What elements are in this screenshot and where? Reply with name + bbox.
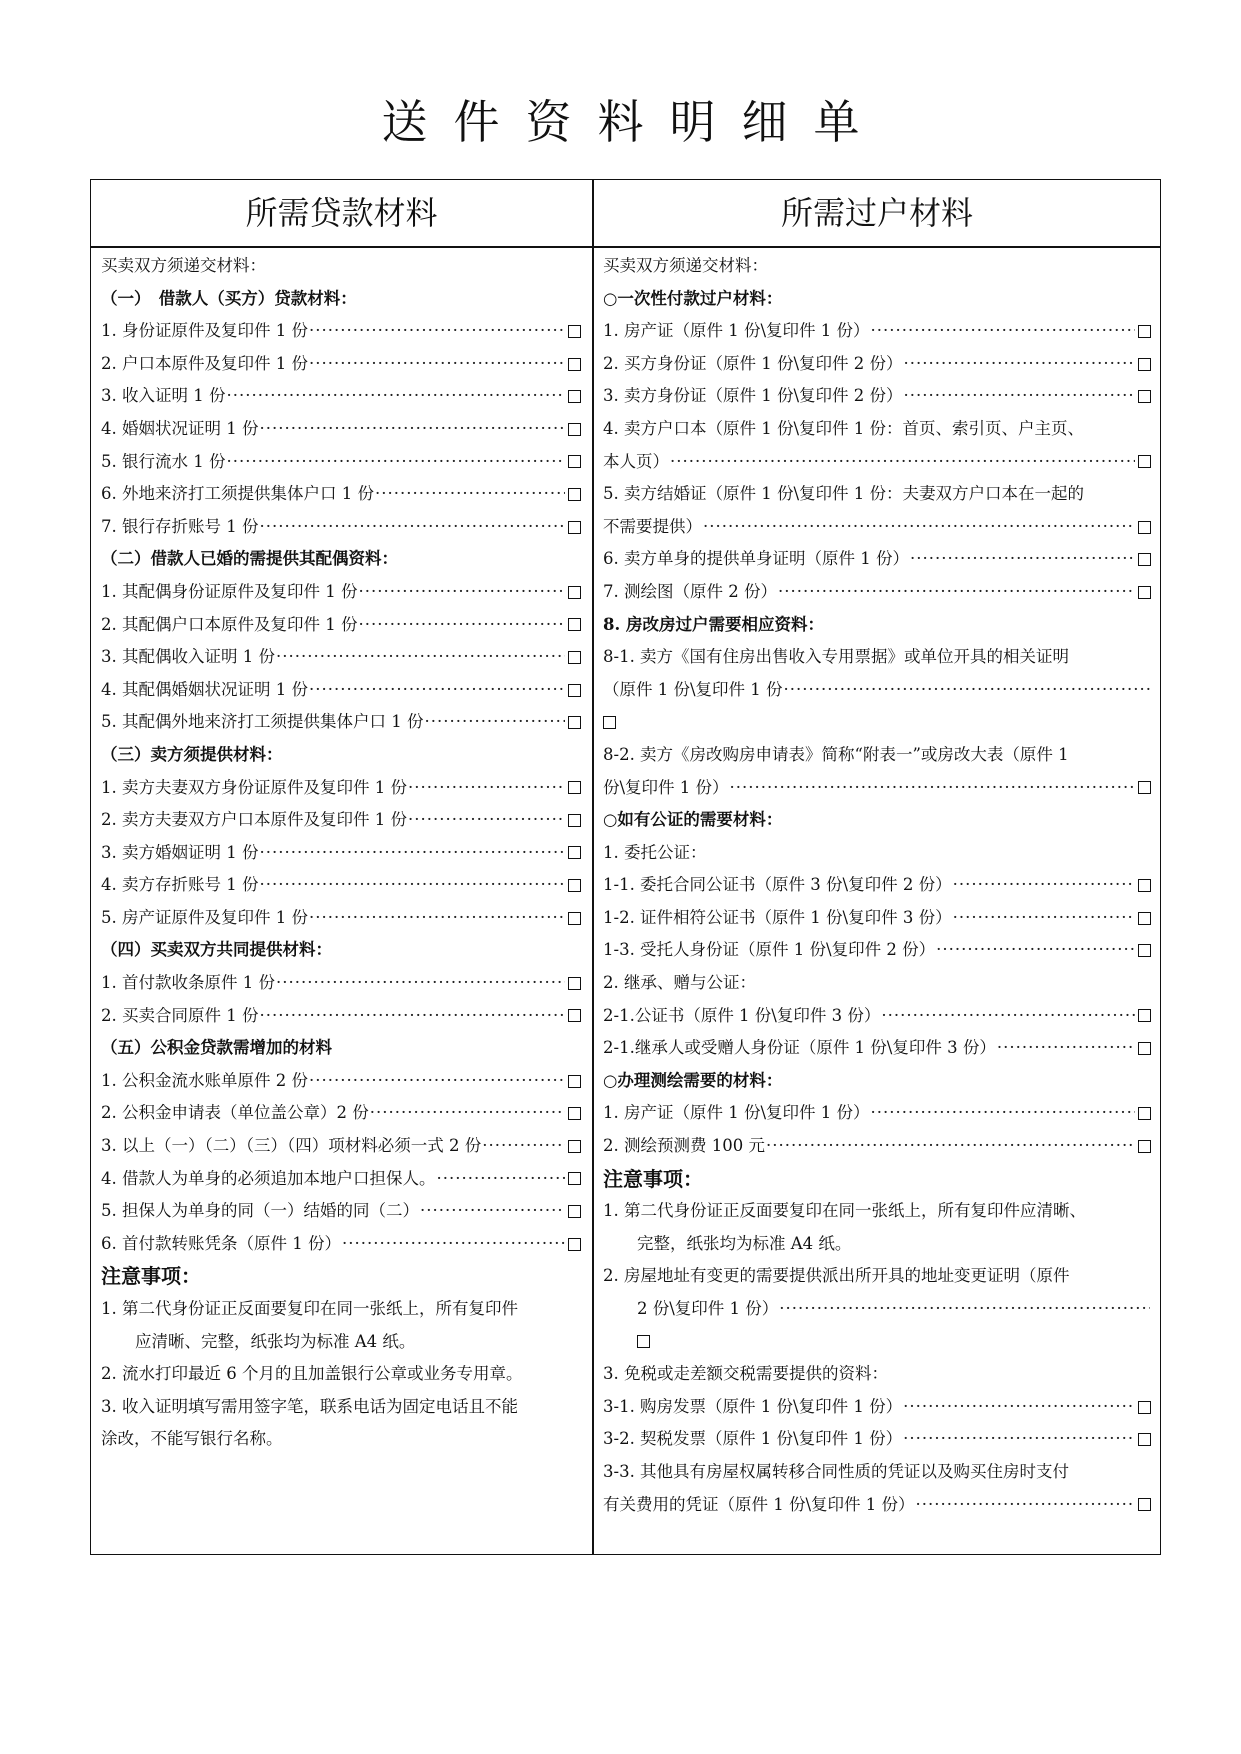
- dot-leader: [904, 348, 1135, 381]
- checklist-item: [101, 772, 581, 805]
- section-heading: （一） 借款人（买方）贷款材料：: [101, 288, 357, 308]
- dot-leader: [309, 674, 565, 707]
- checkbox-icon[interactable]: [603, 716, 616, 729]
- dot-leader: [375, 478, 565, 511]
- item-text: 1-3. 受托人身份证（原件 1 份\复印件 2 份）: [603, 940, 936, 960]
- dot-leader: [309, 1065, 565, 1098]
- checkbox-icon[interactable]: [568, 846, 581, 859]
- checklist-item: [603, 1423, 1151, 1456]
- text-line: 1. 第二代身份证正反面要复印在同一张纸上，所有复印件: [101, 1299, 518, 1318]
- checklist-item: [603, 1000, 1151, 1033]
- section-heading: ○一次性付款过户材料：: [603, 288, 783, 308]
- item-text: 3-1. 购房发票（原件 1 份\复印件 1 份）: [603, 1396, 903, 1416]
- item-text: 3-2. 契税发票（原件 1 份\复印件 1 份）: [603, 1429, 903, 1449]
- checklist-item: [603, 576, 1151, 609]
- text-line: 买卖双方须递交材料：: [603, 256, 768, 275]
- item-text: 7. 测绘图（原件 2 份）: [603, 581, 777, 601]
- dot-leader: [226, 446, 565, 479]
- checkbox-icon[interactable]: [1138, 1401, 1151, 1414]
- checkbox-icon[interactable]: [568, 488, 581, 501]
- checklist-item: [101, 446, 581, 479]
- dot-leader: [766, 1130, 1135, 1163]
- dot-leader: [259, 869, 565, 902]
- dot-leader: [778, 576, 1135, 609]
- dot-leader: [408, 804, 565, 837]
- checklist-item: [603, 1032, 1151, 1065]
- item-text: 1-2. 证件相符公证书（原件 1 份\复印件 3 份）: [603, 907, 952, 927]
- item-text: 2. 其配偶户口本原件及复印件 1 份: [101, 614, 358, 634]
- item-text: 7. 银行存折账号 1 份: [101, 516, 259, 536]
- checklist-item: [101, 1000, 581, 1033]
- text-line: 3. 收入证明填写需用签字笔，联系电话为固定电话且不能: [101, 1396, 518, 1416]
- item-text: 2. 买卖合同原件 1 份: [101, 1005, 259, 1025]
- dot-leader: [226, 380, 565, 413]
- dot-leader: [779, 1293, 1150, 1326]
- checklist-item: [101, 478, 581, 511]
- dot-leader: [259, 511, 565, 544]
- dot-leader: [420, 1195, 565, 1228]
- text-line: 买卖双方须递交材料：: [101, 256, 266, 275]
- checklist-item: [603, 1097, 1151, 1130]
- section-heading: （二）借款人已婚的需提供其配偶资料：: [101, 549, 398, 569]
- checklist-item: [603, 511, 1151, 544]
- checklist-item: [101, 1195, 581, 1228]
- checklist-item: [603, 869, 1151, 902]
- item-text: 4. 卖方存折账号 1 份: [101, 875, 259, 895]
- checkbox-icon[interactable]: [568, 814, 581, 827]
- section-heading: （四）买卖双方共同提供材料：: [101, 940, 332, 960]
- checkbox-icon[interactable]: [568, 684, 581, 697]
- dot-leader: [730, 772, 1135, 805]
- text-line: 8-1. 卖方《国有住房出售收入专用票据》或单位开具的相关证明: [603, 647, 1070, 667]
- checkbox-icon[interactable]: [568, 325, 581, 338]
- checkbox-icon[interactable]: [568, 1172, 581, 1185]
- item-text: 2. 测绘预测费 100 元: [603, 1136, 765, 1156]
- checkbox-icon[interactable]: [1138, 586, 1151, 599]
- item-text: 4. 其配偶婚姻状况证明 1 份: [101, 679, 308, 699]
- checkbox-icon[interactable]: [1138, 1433, 1151, 1446]
- item-text: 1. 卖方夫妻双方身份证原件及复印件 1 份: [101, 777, 407, 797]
- dot-leader: [670, 446, 1135, 479]
- item-text: 2-1.公证书（原件 1 份\复印件 3 份）: [603, 1005, 881, 1025]
- checkbox-icon[interactable]: [1138, 1042, 1151, 1055]
- checklist-item: [603, 348, 1151, 381]
- document-title: 送件资料明细单: [381, 95, 886, 149]
- item-text: 5. 担保人为单身的同（一）结婚的同（二）: [101, 1201, 419, 1221]
- dot-leader: [997, 1032, 1135, 1065]
- checklist-item: [101, 1163, 581, 1196]
- checklist-item: [101, 609, 581, 642]
- item-text: 6. 卖方单身的提供单身证明（原件 1 份）: [603, 549, 909, 569]
- checkbox-icon[interactable]: [568, 879, 581, 892]
- checklist-item: [101, 1130, 581, 1163]
- checkbox-icon[interactable]: [1138, 1107, 1151, 1120]
- checkbox-icon[interactable]: [568, 1009, 581, 1022]
- checklist-item: [101, 1097, 581, 1130]
- text-line: 应清晰、完整，纸张均为标准 A4 纸。: [135, 1331, 416, 1351]
- item-text: 6. 首付款转账凭条（原件 1 份）: [101, 1233, 341, 1253]
- dot-leader: [482, 1130, 565, 1163]
- dot-leader: [916, 1489, 1135, 1522]
- item-text: 5. 房产证原件及复印件 1 份: [101, 907, 308, 927]
- checklist-item: [603, 772, 1151, 805]
- dot-leader: [953, 902, 1135, 935]
- dot-leader: [871, 315, 1135, 348]
- text-line: 3. 免税或走差额交税需要提供的资料：: [603, 1364, 888, 1384]
- checkbox-icon[interactable]: [568, 781, 581, 794]
- dot-leader: [953, 869, 1135, 902]
- item-text: 1-1. 委托合同公证书（原件 3 份\复印件 2 份）: [603, 875, 952, 895]
- item-text: 4. 婚姻状况证明 1 份: [101, 418, 259, 438]
- notes-heading: 注意事项：: [603, 1166, 703, 1191]
- dot-leader: [904, 380, 1135, 413]
- item-text: 2. 公积金申请表（单位盖公章）2 份: [101, 1103, 369, 1123]
- text-line: 完整，纸张均为标准 A4 纸。: [637, 1233, 852, 1253]
- checkbox-icon[interactable]: [568, 618, 581, 631]
- checklist-item: [101, 315, 581, 348]
- item-text: 5. 银行流水 1 份: [101, 451, 226, 471]
- dot-leader: [358, 609, 565, 642]
- checklist-item: [101, 1065, 581, 1098]
- dot-leader: [903, 1423, 1135, 1456]
- dot-leader: [342, 1228, 565, 1261]
- text-line: 1. 第二代身份证正反面要复印在同一张纸上，所有复印件应清晰、: [603, 1201, 1086, 1221]
- item-text: 本人页）: [603, 451, 669, 471]
- dot-leader: [703, 511, 1135, 544]
- dot-leader: [259, 413, 565, 446]
- item-text: 3. 卖方婚姻证明 1 份: [101, 842, 259, 862]
- checkbox-icon[interactable]: [1138, 1498, 1151, 1511]
- checkbox-icon[interactable]: [568, 1140, 581, 1153]
- item-text: 2. 买方身份证（原件 1 份\复印件 2 份）: [603, 353, 903, 373]
- dot-leader: [910, 543, 1135, 576]
- dot-leader: [370, 1097, 565, 1130]
- dot-leader: [259, 837, 565, 870]
- checkbox-icon[interactable]: [568, 912, 581, 925]
- dot-leader: [784, 674, 1150, 707]
- item-text: 3. 卖方身份证（原件 1 份\复印件 2 份）: [603, 386, 903, 406]
- checkbox-icon[interactable]: [568, 1107, 581, 1120]
- checklist-item: [101, 511, 581, 544]
- text-line: 2. 继承、赠与公证：: [603, 973, 756, 993]
- checkbox-icon[interactable]: [568, 1205, 581, 1218]
- checkbox-icon[interactable]: [568, 977, 581, 990]
- dot-leader: [424, 706, 565, 739]
- item-text: 2 份\复印件 1 份）: [637, 1299, 779, 1318]
- checklist-item: [101, 348, 581, 381]
- checkbox-line: [603, 1326, 1151, 1359]
- checkbox-icon[interactable]: [1138, 944, 1151, 957]
- dot-leader: [309, 902, 565, 935]
- dot-leader: [358, 576, 565, 609]
- checklist-item: [101, 706, 581, 739]
- dot-leader: [276, 967, 565, 1000]
- item-text: 2. 卖方夫妻双方户口本原件及复印件 1 份: [101, 810, 407, 830]
- materials-table: [90, 179, 1161, 1555]
- checklist-item: [603, 315, 1151, 348]
- item-text: （原件 1 份\复印件 1 份: [603, 679, 783, 699]
- checkbox-icon[interactable]: [637, 1335, 650, 1348]
- checklist-item: [101, 380, 581, 413]
- item-text: 份\复印件 1 份）: [603, 777, 729, 797]
- section-heading: （五）公积金贷款需增加的材料: [101, 1038, 332, 1058]
- checkbox-icon[interactable]: [1138, 358, 1151, 371]
- dot-leader: [903, 1391, 1135, 1424]
- dot-leader: [259, 1000, 565, 1033]
- dot-leader: [437, 1163, 566, 1196]
- checkbox-icon[interactable]: [1138, 879, 1151, 892]
- checklist-item: [101, 869, 581, 902]
- notes-heading: 注意事项：: [101, 1264, 201, 1289]
- text-line: 4. 卖方户口本（原件 1 份\复印件 1 份：首页、索引页、户主页、: [603, 418, 1085, 438]
- item-text: 2-1.继承人或受赠人身份证（原件 1 份\复印件 3 份）: [603, 1038, 996, 1058]
- checkbox-icon[interactable]: [568, 1238, 581, 1251]
- checkbox-icon[interactable]: [1138, 521, 1151, 534]
- item-text: 3. 其配偶收入证明 1 份: [101, 647, 275, 667]
- item-text: 1. 房产证（原件 1 份\复印件 1 份）: [603, 1103, 870, 1123]
- checkbox-icon[interactable]: [1138, 1009, 1151, 1022]
- item-text: 不需要提供）: [603, 516, 702, 536]
- checklist-item: [603, 446, 1151, 479]
- transfer-materials-header: 所需过户材料: [780, 194, 973, 232]
- checkbox-icon[interactable]: [1138, 390, 1151, 403]
- loan-materials-header: 所需贷款材料: [245, 194, 438, 232]
- checkbox-icon[interactable]: [568, 651, 581, 664]
- checkbox-icon[interactable]: [568, 716, 581, 729]
- dot-leader: [276, 641, 565, 674]
- text-line: 3-3. 其他具有房屋权属转移合同性质的凭证以及购买住房时支付: [603, 1461, 1070, 1481]
- checklist-item: [603, 543, 1151, 576]
- item-text: 1. 其配偶身份证原件及复印件 1 份: [101, 581, 358, 601]
- section-heading: （三）卖方须提供材料：: [101, 744, 283, 764]
- checkbox-icon[interactable]: [1138, 325, 1151, 338]
- checklist-item: [603, 1293, 1151, 1326]
- text-line: 2. 房屋地址有变更的需要提供派出所开具的地址变更证明（原件: [603, 1266, 1070, 1286]
- item-text: 1. 公积金流水账单原件 2 份: [101, 1070, 308, 1090]
- checkbox-line: [603, 706, 1151, 739]
- section-heading: ○办理测绘需要的材料：: [603, 1070, 783, 1090]
- checklist-item: [101, 1228, 581, 1261]
- checklist-item: [101, 576, 581, 609]
- item-text: 1. 首付款收条原件 1 份: [101, 973, 275, 993]
- dot-leader: [871, 1097, 1135, 1130]
- checklist-item: [603, 1391, 1151, 1424]
- section-heading: ○如有公证的需要材料：: [603, 810, 783, 830]
- text-line: 2. 流水打印最近 6 个月的且加盖银行公章或业务专用章。: [101, 1364, 523, 1384]
- checkbox-icon[interactable]: [568, 390, 581, 403]
- checkbox-icon[interactable]: [1138, 553, 1151, 566]
- checklist-item: [101, 837, 581, 870]
- item-text: 1. 身份证原件及复印件 1 份: [101, 321, 308, 341]
- checklist-item: [603, 902, 1151, 935]
- checklist-item: [101, 413, 581, 446]
- dot-leader: [408, 772, 565, 805]
- checklist-item: [603, 1489, 1151, 1522]
- checkbox-icon[interactable]: [568, 521, 581, 534]
- checkbox-icon[interactable]: [568, 455, 581, 468]
- item-text: 5. 其配偶外地来济打工须提供集体户口 1 份: [101, 712, 424, 732]
- column-divider: [592, 180, 594, 1554]
- checklist-item: [101, 902, 581, 935]
- dot-leader: [309, 315, 565, 348]
- text-line: 涂改，不能写银行名称。: [101, 1429, 283, 1449]
- text-line: 8-2. 卖方《房改购房申请表》简称“附表一”或房改大表（原件 1: [603, 744, 1069, 764]
- checklist-item: [101, 804, 581, 837]
- checklist-item: [101, 674, 581, 707]
- checkbox-icon[interactable]: [568, 1075, 581, 1088]
- header-divider: [91, 246, 1160, 248]
- checkbox-icon[interactable]: [1138, 912, 1151, 925]
- text-line: 1. 委托公证：: [603, 842, 707, 862]
- checkbox-icon[interactable]: [1138, 781, 1151, 794]
- checklist-item: [101, 967, 581, 1000]
- checklist-item: [101, 641, 581, 674]
- checkbox-icon[interactable]: [1138, 455, 1151, 468]
- loan-materials-column: [101, 250, 581, 1456]
- transfer-materials-column: [603, 250, 1151, 1521]
- checklist-item: [603, 934, 1151, 967]
- item-text: 1. 房产证（原件 1 份\复印件 1 份）: [603, 321, 870, 341]
- checkbox-icon[interactable]: [1138, 1140, 1151, 1153]
- item-text: 3. 以上（一）（二）（三）（四）项材料必须一式 2 份: [101, 1136, 482, 1156]
- checklist-item: [603, 1130, 1151, 1163]
- item-text: 2. 户口本原件及复印件 1 份: [101, 353, 308, 373]
- item-text: 6. 外地来济打工须提供集体户口 1 份: [101, 484, 374, 504]
- checklist-item: [603, 380, 1151, 413]
- item-text: 有关费用的凭证（原件 1 份\复印件 1 份）: [603, 1494, 915, 1514]
- section-heading: 8. 房改房过户需要相应资料：: [603, 614, 824, 634]
- text-line: 5. 卖方结婚证（原件 1 份\复印件 1 份：夫妻双方户口本在一起的: [603, 484, 1085, 504]
- dot-leader: [936, 934, 1135, 967]
- checkbox-icon[interactable]: [568, 423, 581, 436]
- checkbox-icon[interactable]: [568, 586, 581, 599]
- dot-leader: [881, 1000, 1135, 1033]
- checklist-item: [603, 674, 1151, 707]
- checkbox-icon[interactable]: [568, 358, 581, 371]
- dot-leader: [309, 348, 565, 381]
- item-text: 4. 借款人为单身的必须追加本地户口担保人。: [101, 1168, 436, 1188]
- item-text: 3. 收入证明 1 份: [101, 386, 226, 406]
